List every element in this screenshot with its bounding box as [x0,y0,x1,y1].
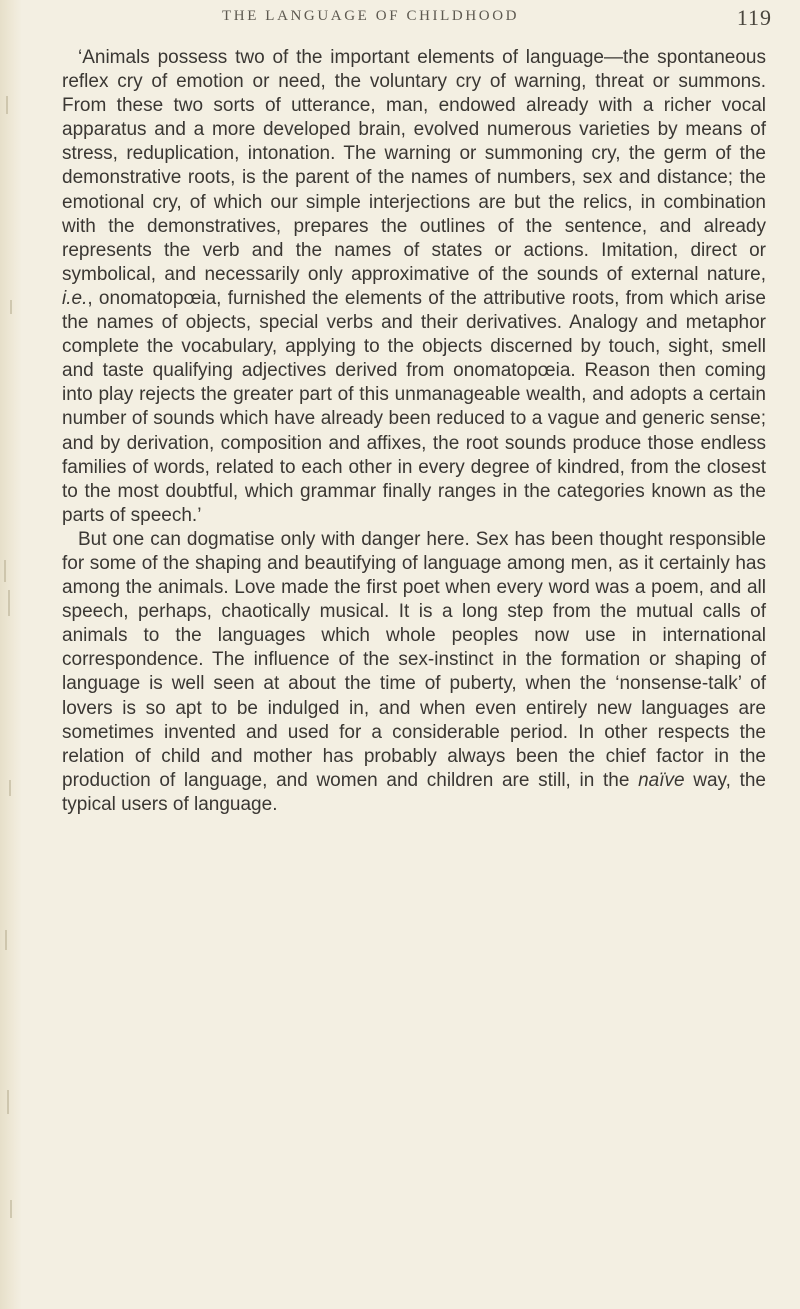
italic-term: i.e. [62,287,88,309]
paragraph-commentary [62,528,766,817]
paragraph-quotation [62,46,766,528]
page-gutter-shadow [0,0,22,1309]
italic-term: naïve [638,769,685,791]
paragraph-text: ‘Animals possess two of the important elements of language—the spontaneous reflex cry of emotion or need, the voluntary cry of warning, threat or summons. From these two sorts of utterance, man, endowed already with a richer vocal apparatus and a more developed brain, evolved numerous varieties by means of stress, reduplication, intonation. The warning or summoning cry, the germ of the demonstrative roots, is the parent of the names of numbers, sex and distance; the emotional cry, of which our simple interjections are but the relics, in combination with the demonstratives, prepares the outlines of the sentence, and already represents the verb and the names of states or actions. Imitation, direct or symbolical, and necessarily only approximative of the sounds of external nature, [62,47,766,285]
page-number: 119 [736,5,772,30]
paragraph-text: But one can dogmatise only with danger here. Sex has been thought responsible for some of the shaping and beautifying of language among men, as it certainly has among the animals. Love made the first poet when every word was a poem, and all speech, perhaps, chaotically musical. It is a long step from the mutual calls of animals to the languages which whole peoples now use in international correspondence. The influence of the sex-instinct in the formation or shaping of language is well seen at about the time of puberty, when the ‘nonsense-talk’ of lovers is so apt to be indulged in, and when even entirely new languages are sometimes invented and used for a considerable period. In other respects the relation of child and mother has probably always been the chief factor in the production of language, and women and children are still, in the [62,528,766,791]
paragraph-text: , onomatopœia, furnished the elements of the attributive roots, from which arise the names of objects, special verbs and their derivatives. Analogy and metaphor complete the vocabulary, applying to the objects discerned by touch, sight, smell and taste qualifying adjectives derived from onomatopœia. Reason then coming into play rejects the greater part of this unmanageable wealth, and adopts a certain number of sounds which have already been reduced to a vague and generic sense; and by derivation, composition and affixes, the root sounds produce those endless families of words, related to each other in every degree of kindred, from the closest to the most doubtful, which grammar finally ranges in the categories known as the parts of speech.’ [62,287,766,526]
running-head: THE LANGUAGE OF CHILDHOOD [222,8,520,24]
paragraph-text: way, the typical users of language. [62,769,766,815]
body-text [62,46,766,817]
